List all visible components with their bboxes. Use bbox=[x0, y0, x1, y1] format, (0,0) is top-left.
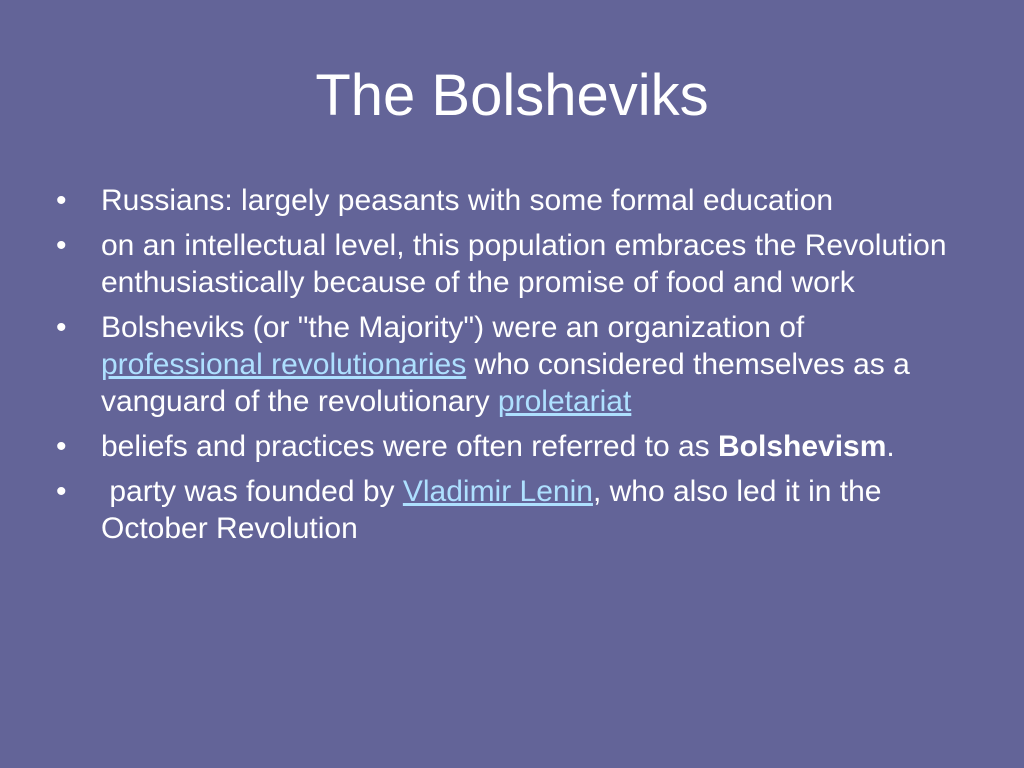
slide-title: The Bolsheviks bbox=[315, 63, 709, 128]
bolshevism-term: Bolshevism bbox=[718, 430, 887, 463]
bullet-list bbox=[56, 182, 956, 555]
bullet-text: on an intellectual level, this population embraces the Revolution enthusiastically because of the promise of food and work bbox=[101, 229, 947, 299]
bullet-item-2 bbox=[56, 227, 956, 301]
bullet-text: Russians: largely peasants with some formal education bbox=[101, 184, 834, 217]
bullet-item-3 bbox=[56, 309, 956, 420]
bullet-text-part: party was founded by bbox=[101, 475, 403, 508]
bullet-icon: • bbox=[56, 184, 67, 217]
bullet-text-part: . bbox=[886, 430, 895, 463]
bullet-item-1 bbox=[56, 182, 956, 219]
vladimir-lenin-link[interactable]: Vladimir Lenin bbox=[402, 475, 593, 508]
proletariat-link[interactable]: proletariat bbox=[497, 385, 632, 418]
bullet-icon: • bbox=[56, 229, 67, 262]
bullet-item-4 bbox=[56, 428, 956, 465]
professional-revolutionaries-link[interactable]: professional revolutionaries bbox=[101, 348, 467, 381]
bullet-text-part: Bolsheviks (or "the Majority") were an organization of bbox=[101, 311, 805, 344]
bullet-item-5 bbox=[56, 473, 956, 547]
bullet-icon: • bbox=[56, 475, 67, 508]
bullet-text-part: who considered themselves as a vanguard of the revolutionary bbox=[101, 348, 910, 418]
bullet-text-part: beliefs and practices were often referred to as bbox=[101, 430, 718, 463]
bullet-icon: • bbox=[56, 311, 67, 344]
bullet-text-part: , who also led it in the October Revolution bbox=[101, 475, 882, 545]
bullet-icon: • bbox=[56, 430, 67, 463]
